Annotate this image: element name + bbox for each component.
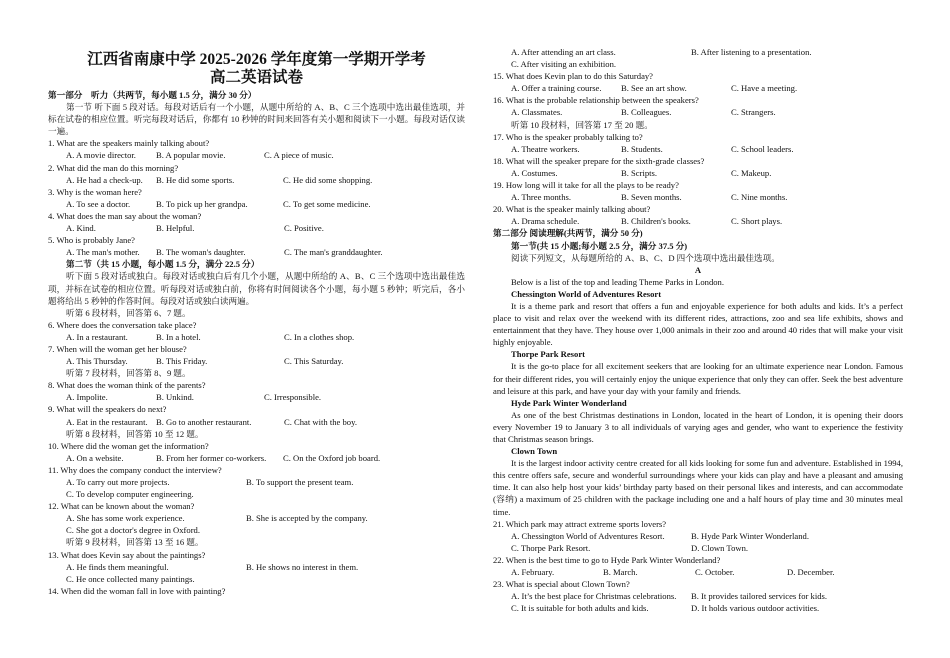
answer-option: B. March. — [603, 567, 638, 578]
answer-options — [493, 167, 903, 179]
left-column — [48, 0, 465, 597]
answer-option: A. Theatre workers. — [511, 143, 580, 154]
subsection-heading: 第一节(共 15 小题;每小题 2.5 分，满分 37.5 分) — [511, 240, 688, 251]
answer-options — [48, 198, 465, 210]
question-stem: 16. What is the probable relationship between the speakers? — [493, 95, 699, 106]
answer-option: B. He shows no interest in them. — [246, 561, 359, 572]
answer-option: B. Helpful. — [156, 223, 195, 234]
answer-option: C. Strangers. — [731, 107, 776, 118]
answer-option: A. It’s the best place for Christmas celebrations. — [511, 591, 677, 602]
left-column-body — [48, 89, 465, 597]
answer-options — [48, 331, 465, 343]
question-stem: 14. When did the woman fall in love with painting? — [48, 585, 226, 596]
answer-option: A. Impolite. — [66, 392, 108, 403]
answer-option: D. It holds various outdoor activities. — [691, 603, 820, 614]
instruction-paragraph: It is the largest indoor activity centre created for all kids looking for some fun and adventure. Established in 1994, this centre offers safe, secure and wonderful surroundings where your kids can play and have a pleasant and amusing time. It can also help host your kids’ birthday party based on their personal likes and interests, and can accommodate (容纳) a maximum of 25 children with the package including one and a half hours of play time and 30 minutes meal time. — [493, 458, 903, 517]
answer-option: D. Clown Town. — [691, 542, 749, 553]
note-line: 阅读下列短文，从每题所给的 A、B、C、D 四个选项中选出最佳选项。 — [511, 252, 780, 263]
answer-options — [493, 215, 903, 227]
answer-options — [48, 512, 465, 524]
answer-option: A. In a restaurant. — [66, 331, 128, 342]
exam-title: 江西省南康中学 2025-2026 学年度第一学期开学考 — [87, 51, 426, 68]
answer-option: C. After visiting an exhibition. — [511, 59, 617, 70]
question-stem: 3. Why is the woman here? — [48, 186, 142, 197]
instruction-paragraph: It is a theme park and resort that offers a fun and enjoyable experience for both adults and kids. It’s a perfect place to visit and relax over the weekend with its different rides, attractions, zoo and sea life exhibits, shows and entertainment that they have. They house over 1,000 animals in their zoo and around 40 rides that will make your visit highly enjoyable. — [493, 300, 903, 348]
answer-option: B. In a hotel. — [156, 331, 201, 342]
question-stem: 23. What is special about Clown Town? — [493, 579, 630, 590]
answer-option: B. Go to another restaurant. — [156, 416, 252, 427]
note-line: 听第 8 段材料，回答第 10 至 12 题。 — [66, 428, 204, 439]
answer-option: C. She got a doctor's degree in Oxford. — [66, 525, 201, 536]
answer-option: C. Positive. — [284, 223, 324, 234]
question-stem: 9. What will the speakers do next? — [48, 404, 167, 415]
answer-option: C. The man's granddaughter. — [284, 247, 383, 258]
question-stem: 21. Which park may attract extreme sports lovers? — [493, 518, 667, 529]
answer-options — [48, 452, 465, 464]
answer-option: C. Thorpe Park Resort. — [511, 542, 591, 553]
question-stem: 7. When will the woman get her blouse? — [48, 343, 187, 354]
question-stem: 8. What does the woman think of the parents? — [48, 380, 206, 391]
answer-option: B. The woman's daughter. — [156, 247, 246, 258]
answer-option: C. Irresponsible. — [264, 392, 322, 403]
answer-option: A. February. — [511, 567, 555, 578]
answer-option: C. Have a meeting. — [731, 83, 798, 94]
answer-option: A. This Thursday. — [66, 356, 128, 367]
answer-option: B. After listening to a presentation. — [691, 47, 812, 57]
answer-options — [493, 143, 903, 155]
question-stem: 17. Who is the speaker probably talking to? — [493, 131, 643, 142]
answer-option: B. To pick up her grandpa. — [156, 198, 248, 209]
answer-options — [493, 566, 903, 578]
note-line: Below is a list of the top and leading Theme Parks in London. — [511, 276, 724, 287]
question-stem: 20. What is the speaker mainly talking about? — [493, 204, 651, 215]
question-stem: 1. What are the speakers mainly talking about? — [48, 138, 210, 149]
answer-options — [493, 58, 903, 70]
section-heading: 第二部分 阅读理解(共两节，满分 50 分) — [493, 228, 643, 239]
subsection-heading: Clown Town — [511, 446, 558, 457]
question-stem: 4. What does the man say about the woman? — [48, 210, 202, 221]
answer-option: A. On a website. — [66, 452, 124, 463]
answer-options — [48, 524, 465, 536]
subsection-heading: Thorpe Park Resort — [511, 349, 585, 360]
answer-options — [493, 82, 903, 94]
note-line: 听第 6 段材料，回答第 6、7 题。 — [66, 307, 191, 318]
answer-option: B. He did some sports. — [156, 174, 235, 185]
answer-option: A. He had a check-up. — [66, 174, 143, 185]
answer-option: A. Classmates. — [511, 107, 563, 118]
answer-options — [493, 191, 903, 203]
answer-options — [48, 149, 465, 161]
answer-option: C. It is suitable for both adults and kids. — [511, 603, 649, 614]
answer-option: B. This Friday. — [156, 356, 208, 367]
answer-options — [48, 174, 465, 186]
question-stem: 18. What will the speaker prepare for the sixth-grade classes? — [493, 155, 705, 166]
answer-option: B. From her former co-workers. — [156, 452, 267, 463]
answer-option: C. A piece of music. — [264, 150, 334, 161]
answer-options — [48, 476, 465, 488]
answer-option: A. To see a doctor. — [66, 198, 131, 209]
answer-options — [493, 590, 903, 602]
question-stem: 15. What does Kevin plan to do this Saturday? — [493, 71, 653, 82]
answer-option: C. On the Oxford job board. — [283, 452, 381, 463]
answer-options — [48, 246, 465, 258]
question-stem: 12. What can be known about the woman? — [48, 501, 195, 512]
answer-options — [48, 488, 465, 500]
answer-option: A. Eat in the restaurant. — [66, 416, 148, 427]
answer-option: B. Students. — [621, 143, 663, 154]
answer-option: A. Drama schedule. — [511, 216, 580, 227]
question-stem: 13. What does Kevin say about the paintings? — [48, 549, 206, 560]
answer-options — [493, 46, 903, 58]
answer-option: B. Colleagues. — [621, 107, 672, 118]
answer-option: A. A movie director. — [66, 150, 136, 161]
answer-option: A. After attending an art class. — [511, 47, 616, 57]
answer-options — [493, 530, 903, 542]
answer-option: C. Short plays. — [731, 216, 783, 227]
answer-option: C. Makeup. — [731, 167, 772, 178]
note-line: 听第 10 段材料，回答第 17 至 20 题。 — [511, 119, 653, 130]
right-column — [493, 0, 903, 614]
answer-options — [493, 542, 903, 554]
answer-option: A. To carry out more projects. — [66, 477, 170, 487]
answer-option: A. He finds them meaningful. — [66, 561, 169, 572]
question-stem: 5. Who is probably Jane? — [48, 235, 135, 246]
answer-option: A. Kind. — [66, 223, 96, 234]
answer-option: C. He did some shopping. — [283, 174, 373, 185]
passage-label: A — [694, 264, 702, 275]
instruction-paragraph: 第一节 听下面 5 段对话。每段对话后有一个小题，从题中所给的 A、B、C 三个选项中选出最佳选项，并标在试卷的相应位置。听完每段对话后，你都有 10 秒钟的时间来回答有关小题和阅读下一小题。每段对话仅读一遍。 — [48, 102, 465, 137]
answer-option: C. This Saturday. — [284, 356, 344, 367]
answer-option: C. October. — [695, 567, 735, 578]
question-stem: 11. Why does the company conduct the interview? — [48, 464, 222, 475]
answer-options — [493, 602, 903, 614]
answer-option: B. Scripts. — [621, 167, 658, 178]
question-stem: 10. Where did the woman get the information? — [48, 440, 209, 451]
subsection-heading: 第二节（共 15 小题，每小题 1.5 分，满分 22.5 分） — [66, 259, 260, 270]
instruction-paragraph: As one of the best Christmas destinations in London, located in the heart of London, it is opening their doors every November 19 to January 3 to all individuals of varying ages and gender, who want to experience the festivity that Christmas season brings. — [493, 409, 903, 444]
answer-option: A. The man's mother. — [66, 247, 140, 258]
answer-option: B. Hyde Park Winter Wonderland. — [691, 530, 809, 541]
right-column-body — [493, 46, 903, 614]
exam-subtitle: 高二英语试卷 — [209, 69, 303, 86]
instruction-paragraph: It is the go-to place for all excitement seekers that are looking for an ultimate experience near London. Famous for their different rides, you will certainly enjoy the unique experience that only they can offer. Seek the best adventure and leisure at this park, and have your day with your family and friends. — [493, 361, 903, 396]
note-line: 听第 9 段材料，回答第 13 至 16 题。 — [66, 537, 204, 548]
subsection-heading: Hyde Park Winter Wonderland — [511, 397, 627, 408]
answer-options — [493, 106, 903, 118]
answer-option: B. Seven months. — [621, 192, 682, 203]
answer-option: C. Nine months. — [731, 192, 788, 203]
answer-options — [48, 222, 465, 234]
instruction-paragraph: 听下面 5 段对话或独白。每段对话或独白后有几个小题，从题中所给的 A、B、C 三个选项中选出最佳选项，并标在试卷的相应位置。听每段对话或独白前，你将有时间阅读各个小题，每小题 5 秒钟；听完后，各小题将给出 5 秒钟的作答时间。每段对话或独白读两遍。 — [48, 271, 465, 306]
subsection-heading: Chessington World of Adventures Resort — [511, 288, 662, 299]
question-stem: 22. When is the best time to go to Hyde Park Winter Wonderland? — [493, 554, 721, 565]
answer-option: B. Unkind. — [156, 392, 194, 403]
answer-option: A. Three months. — [511, 192, 571, 203]
note-line: 听第 7 段材料，回答第 8、9 题。 — [66, 368, 191, 379]
answer-option: D. December. — [787, 567, 835, 578]
question-stem: 6. Where does the conversation take place? — [48, 319, 197, 330]
answer-options — [48, 573, 465, 585]
answer-option: C. School leaders. — [731, 143, 794, 154]
answer-option: C. To get some medicine. — [283, 198, 371, 209]
question-stem: 19. How long will it take for all the plays to be ready? — [493, 180, 679, 191]
answer-option: C. He once collected many paintings. — [66, 573, 195, 584]
answer-options — [48, 355, 465, 367]
answer-options — [48, 391, 465, 403]
answer-options — [48, 416, 465, 428]
answer-option: A. Chessington World of Adventures Resort. — [511, 530, 665, 541]
answer-option: B. It provides tailored services for kids. — [691, 591, 828, 602]
answer-option: C. In a clothes shop. — [284, 331, 355, 342]
answer-option: B. A popular movie. — [156, 150, 226, 161]
answer-option: C. To develop computer engineering. — [66, 489, 194, 500]
answer-option: A. Costumes. — [511, 167, 558, 178]
answer-option: B. She is accepted by the company. — [246, 513, 368, 524]
answer-option: B. To support the present team. — [246, 477, 354, 487]
answer-option: A. Offer a training course. — [511, 83, 602, 94]
question-stem: 2. What did the man do this morning? — [48, 162, 179, 173]
answer-option: C. Chat with the boy. — [284, 416, 357, 427]
answer-option: B. Children's books. — [621, 216, 691, 227]
section-heading: 第一部分 听力（共两节，每小题 1.5 分，满分 30 分） — [48, 90, 257, 100]
answer-options — [48, 561, 465, 573]
answer-option: B. See an art show. — [621, 83, 687, 94]
answer-option: A. She has some work experience. — [66, 513, 185, 524]
